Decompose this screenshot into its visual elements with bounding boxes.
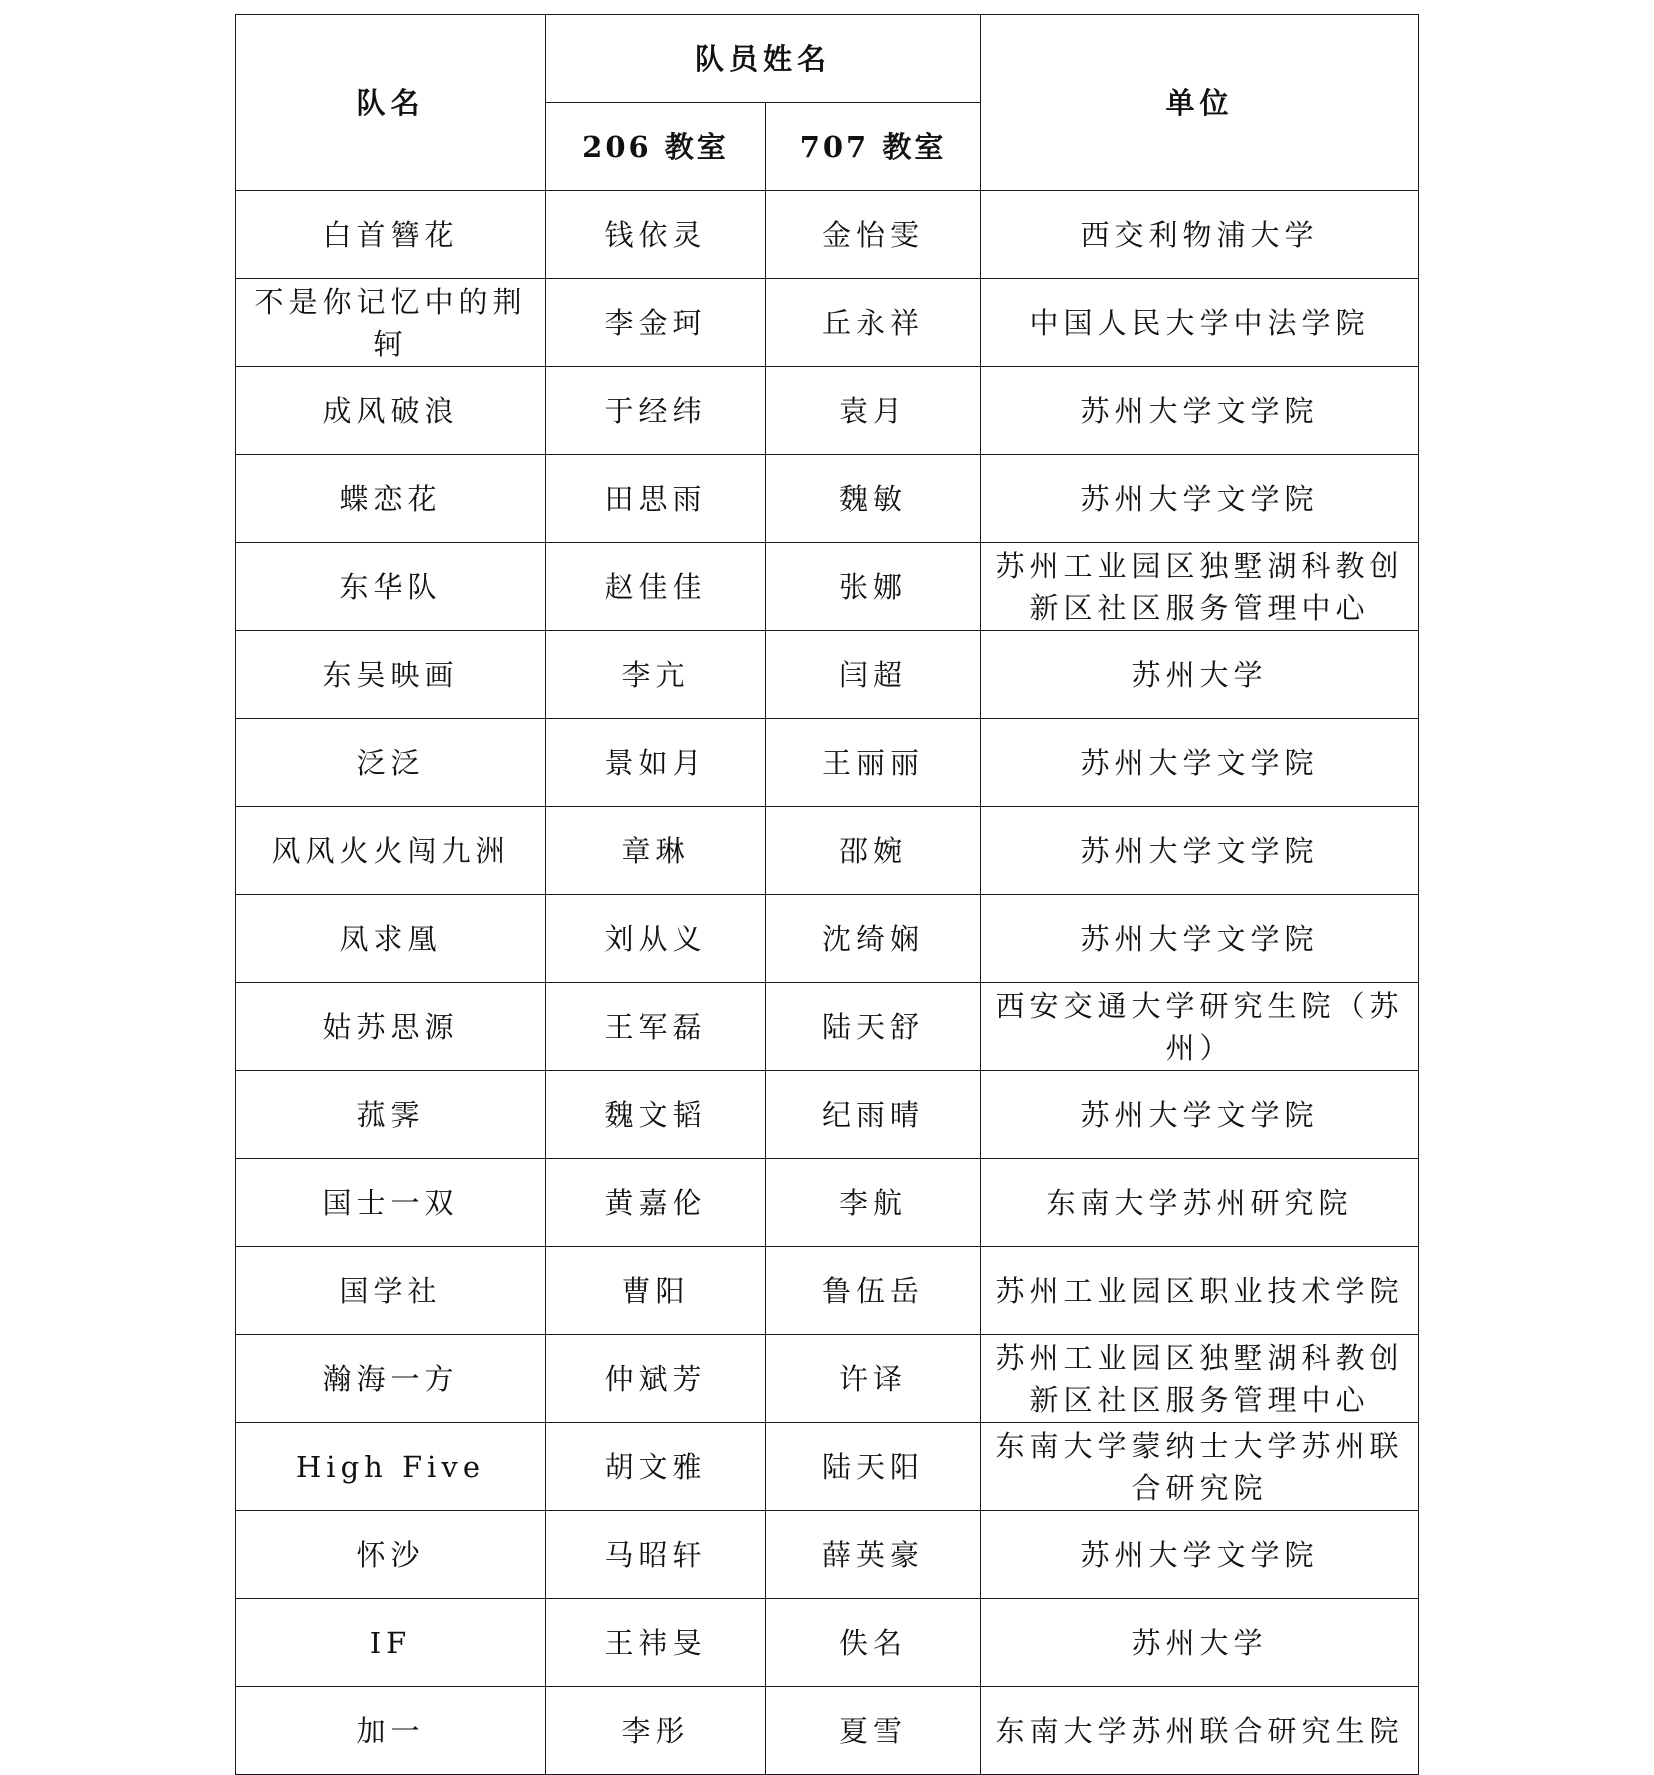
cell-unit: 苏州大学文学院 [981, 367, 1419, 455]
cell-member-206: 马昭轩 [546, 1511, 766, 1599]
table-row [236, 279, 1419, 367]
cell-team: 成风破浪 [236, 367, 546, 455]
cell-member-707: 纪雨晴 [766, 1071, 981, 1159]
cell-member-206: 王军磊 [546, 983, 766, 1071]
cell-member-707: 闫超 [766, 631, 981, 719]
cell-unit: 东南大学苏州研究院 [981, 1159, 1419, 1247]
cell-unit: 苏州工业园区职业技术学院 [981, 1247, 1419, 1335]
header-unit: 单位 [981, 15, 1419, 191]
cell-team: 国士一双 [236, 1159, 546, 1247]
table-row [236, 1247, 1419, 1335]
header-row [236, 15, 1419, 103]
header-room-707: 707 教室 [766, 103, 981, 191]
header-members: 队员姓名 [546, 15, 981, 103]
cell-member-206: 李彤 [546, 1687, 766, 1775]
cell-team: 蝶恋花 [236, 455, 546, 543]
cell-member-707: 许译 [766, 1335, 981, 1423]
table-row [236, 631, 1419, 719]
cell-member-707: 陆天舒 [766, 983, 981, 1071]
cell-member-206: 赵佳佳 [546, 543, 766, 631]
cell-team: 白首簪花 [236, 191, 546, 279]
cell-member-707: 丘永祥 [766, 279, 981, 367]
cell-member-206: 黄嘉伦 [546, 1159, 766, 1247]
table-row [236, 1599, 1419, 1687]
table-row [236, 895, 1419, 983]
cell-member-206: 章琳 [546, 807, 766, 895]
cell-unit: 东南大学苏州联合研究生院 [981, 1687, 1419, 1775]
roster-body [236, 191, 1419, 1775]
cell-team: High Five [236, 1423, 546, 1511]
cell-member-707: 陆天阳 [766, 1423, 981, 1511]
cell-unit: 苏州大学文学院 [981, 455, 1419, 543]
cell-team: 凤求凰 [236, 895, 546, 983]
cell-member-206: 景如月 [546, 719, 766, 807]
cell-unit: 东南大学蒙纳士大学苏州联合研究院 [981, 1423, 1419, 1511]
table-row [236, 1511, 1419, 1599]
header-team: 队名 [236, 15, 546, 191]
cell-unit: 苏州大学 [981, 1599, 1419, 1687]
cell-unit: 苏州大学 [981, 631, 1419, 719]
cell-unit: 中国人民大学中法学院 [981, 279, 1419, 367]
table-row [236, 1071, 1419, 1159]
cell-member-206: 钱依灵 [546, 191, 766, 279]
cell-member-206: 曹阳 [546, 1247, 766, 1335]
cell-member-206: 于经纬 [546, 367, 766, 455]
cell-team: 东华队 [236, 543, 546, 631]
cell-member-707: 魏敏 [766, 455, 981, 543]
table-row [236, 367, 1419, 455]
cell-team: 泛泛 [236, 719, 546, 807]
cell-member-707: 张娜 [766, 543, 981, 631]
cell-member-707: 沈绮娴 [766, 895, 981, 983]
cell-unit: 西交利物浦大学 [981, 191, 1419, 279]
cell-team: 不是你记忆中的荆轲 [236, 279, 546, 367]
cell-unit: 苏州大学文学院 [981, 1071, 1419, 1159]
cell-member-707: 夏雪 [766, 1687, 981, 1775]
cell-member-206: 王祎旻 [546, 1599, 766, 1687]
cell-unit: 苏州大学文学院 [981, 719, 1419, 807]
cell-member-206: 李金珂 [546, 279, 766, 367]
table-row [236, 1423, 1419, 1511]
cell-team: 瀚海一方 [236, 1335, 546, 1423]
cell-unit: 苏州工业园区独墅湖科教创新区社区服务管理中心 [981, 1335, 1419, 1423]
cell-team: 国学社 [236, 1247, 546, 1335]
cell-team: IF [236, 1599, 546, 1687]
cell-unit: 苏州大学文学院 [981, 895, 1419, 983]
team-roster-table [235, 14, 1419, 1775]
cell-member-707: 金怡雯 [766, 191, 981, 279]
table-row [236, 719, 1419, 807]
cell-unit: 苏州大学文学院 [981, 1511, 1419, 1599]
table-row [236, 807, 1419, 895]
table-row [236, 1687, 1419, 1775]
table-row [236, 983, 1419, 1071]
cell-member-206: 田思雨 [546, 455, 766, 543]
cell-team: 加一 [236, 1687, 546, 1775]
cell-team: 风风火火闯九洲 [236, 807, 546, 895]
cell-member-707: 王丽丽 [766, 719, 981, 807]
cell-team: 怀沙 [236, 1511, 546, 1599]
cell-member-206: 魏文韬 [546, 1071, 766, 1159]
cell-team: 东吴映画 [236, 631, 546, 719]
header-room-206: 206 教室 [546, 103, 766, 191]
cell-member-707: 薛英豪 [766, 1511, 981, 1599]
cell-member-206: 仲斌芳 [546, 1335, 766, 1423]
cell-unit: 苏州工业园区独墅湖科教创新区社区服务管理中心 [981, 543, 1419, 631]
cell-member-707: 袁月 [766, 367, 981, 455]
cell-member-707: 李航 [766, 1159, 981, 1247]
cell-team: 菰霁 [236, 1071, 546, 1159]
table-row [236, 1335, 1419, 1423]
table-row [236, 455, 1419, 543]
table-row [236, 191, 1419, 279]
cell-member-707: 佚名 [766, 1599, 981, 1687]
cell-member-206: 刘从义 [546, 895, 766, 983]
cell-team: 姑苏思源 [236, 983, 546, 1071]
table-row [236, 1159, 1419, 1247]
cell-unit: 苏州大学文学院 [981, 807, 1419, 895]
cell-member-707: 鲁伍岳 [766, 1247, 981, 1335]
cell-unit: 西安交通大学研究生院（苏州） [981, 983, 1419, 1071]
cell-member-206: 李亢 [546, 631, 766, 719]
table-row [236, 543, 1419, 631]
cell-member-206: 胡文雅 [546, 1423, 766, 1511]
cell-member-707: 邵婉 [766, 807, 981, 895]
